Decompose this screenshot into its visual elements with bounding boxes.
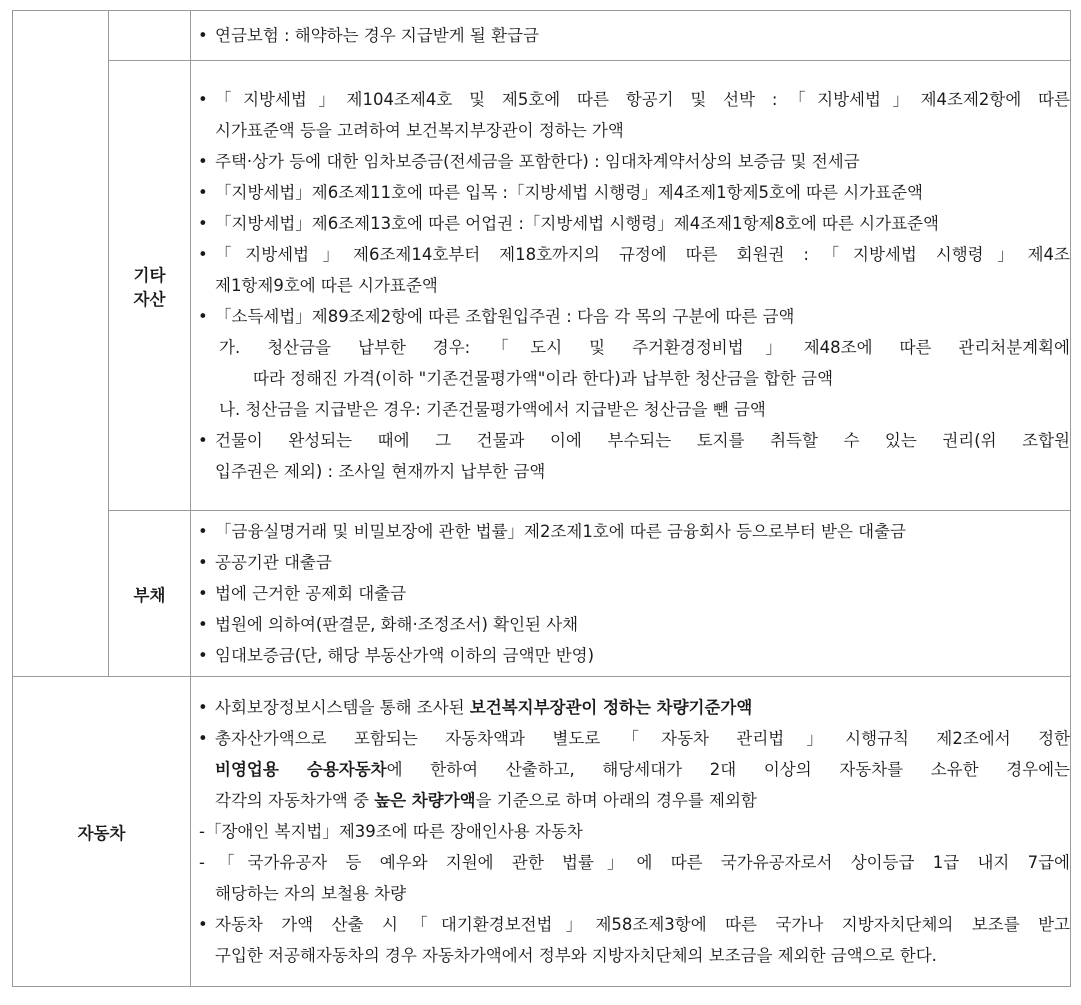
exception-item: -「장애인 복지법」제39조에 따른 장애인사용 자동차 [199,822,583,841]
sub-item: 나. 청산금을 지급받은 경우: 기존건물평가액에서 지급받은 청산금을 뺀 금액 [219,400,766,419]
list-item: • 연금보험 : 해약하는 경우 지급받게 될 환급금 [191,20,1070,51]
label-line: 자산 [133,289,166,309]
emphasis-text: 높은 차량가액 [374,791,476,810]
text-run: 각각의 자동차가액 중 [215,791,375,810]
label-line: 기타 [133,265,166,285]
list-item-cont: 구입한 저공해자동차의 경우 자동차가액에서 정부와 지방자치단체의 보조금을 제외한 금액으로 한다. [215,946,937,965]
list-item: • 임대보증금(단, 해당 부동산가액 이하의 금액만 반영) [191,640,1070,671]
list-item-cont [191,785,1070,816]
list-item: • 「지방세법」제104조제4호 및 제5호에 따른 항공기 및 선박 :「지방세법」제4조제2항에 따른 [191,84,1070,115]
vehicle-label: 자동차 [13,677,191,987]
other-assets-label [109,61,191,511]
list-item: • 주택·상가 등에 대한 임차보증금(전세금을 포함한다) : 임대차계약서상의 보증금 및 전세금 [191,146,1070,177]
table-row [13,61,1071,511]
liabilities-label: 부채 [109,511,191,677]
table-row [13,677,1071,987]
emphasis-text: 보건복지부장관이 정하는 차량기준가액 [469,698,753,717]
subcategory-cell-blank [109,11,191,61]
list-item: • 「지방세법」제6조제14호부터 제18호까지의 규정에 따른 회원권 :「지방세법 시행령」제4조 [191,239,1070,270]
annuity-content [191,11,1071,61]
text-run: 사회보장정보시스템을 통해 조사된 [215,698,470,717]
list-item: • 건물이 완성되는 때에 그 건물과 이에 부수되는 토지를 취득할 수 있는 권리(위 조합원 [191,425,1070,456]
list-item: • 총자산가액으로 포함되는 자동차액과 별도로「자동차 관리법」시행규칙 제2조에서 정한 [191,723,1070,754]
list-item: • 법원에 의하여(판결문, 화해·조정조서) 확인된 사채 [191,609,1070,640]
list-item: • 「지방세법」제6조제11호에 따른 입목 :「지방세법 시행령」제4조제1항제5호에 따른 시가표준액 [191,177,1070,208]
list-item-cont [191,754,1070,785]
exception-item: -「국가유공자 등 예우와 지원에 관한 법률」에 따른 국가유공자로서 상이등급 1급 내지 7급에 [199,853,1070,872]
list-item [191,692,1070,723]
asset-criteria-table [12,10,1071,987]
list-item: • 「지방세법」제6조제13호에 따른 어업권 :「지방세법 시행령」제4조제1항제8호에 따른 시가표준액 [191,208,1070,239]
other-assets-content [191,61,1071,511]
list-item: • 「소득세법」제89조제2항에 따른 조합원입주권 : 다음 각 목의 구분에 따른 금액 [191,301,1070,332]
list-item-cont: 입주권은 제외) : 조사일 현재까지 납부한 금액 [215,462,546,481]
list-item: • 공공기관 대출금 [191,547,1070,578]
text-run: 을 기준으로 하며 아래의 경우를 제외함 [475,791,757,810]
list-item: • 「금융실명거래 및 비밀보장에 관한 법률」제2조제1호에 따른 금융회사 등으로부터 받은 대출금 [191,516,1070,547]
sub-item: 가. 청산금을 납부한 경우:「도시 및 주거환경정비법」제48조에 따른 관리처분계획에 [219,338,1070,357]
list-item-cont: 제1항제9호에 따른 시가표준액 [215,276,438,295]
list-item: • 법에 근거한 공제회 대출금 [191,578,1070,609]
list-item-cont: 시가표준액 등을 고려하여 보건복지부장관이 정하는 가액 [215,121,624,140]
table-row [13,511,1071,677]
exception-item-cont: 해당하는 자의 보철용 차량 [215,884,407,903]
text-run: 에 한하여 산출하고, 해당세대가 2대 이상의 자동차를 소유한 경우에는 [386,760,1070,779]
liabilities-content [191,511,1071,677]
emphasis-text: 비영업용 승용자동차 [215,760,387,779]
vehicle-content [191,677,1071,987]
category-cell-blank [13,11,109,677]
sub-item-cont: 따라 정해진 가격(이하 "기존건물평가액"이라 한다)과 납부한 청산금을 합한 금액 [253,369,834,388]
table-row [13,11,1071,61]
list-item: • 자동차 가액 산출 시「대기환경보전법」제58조제3항에 따른 국가나 지방자치단체의 보조를 받고 [191,909,1070,940]
